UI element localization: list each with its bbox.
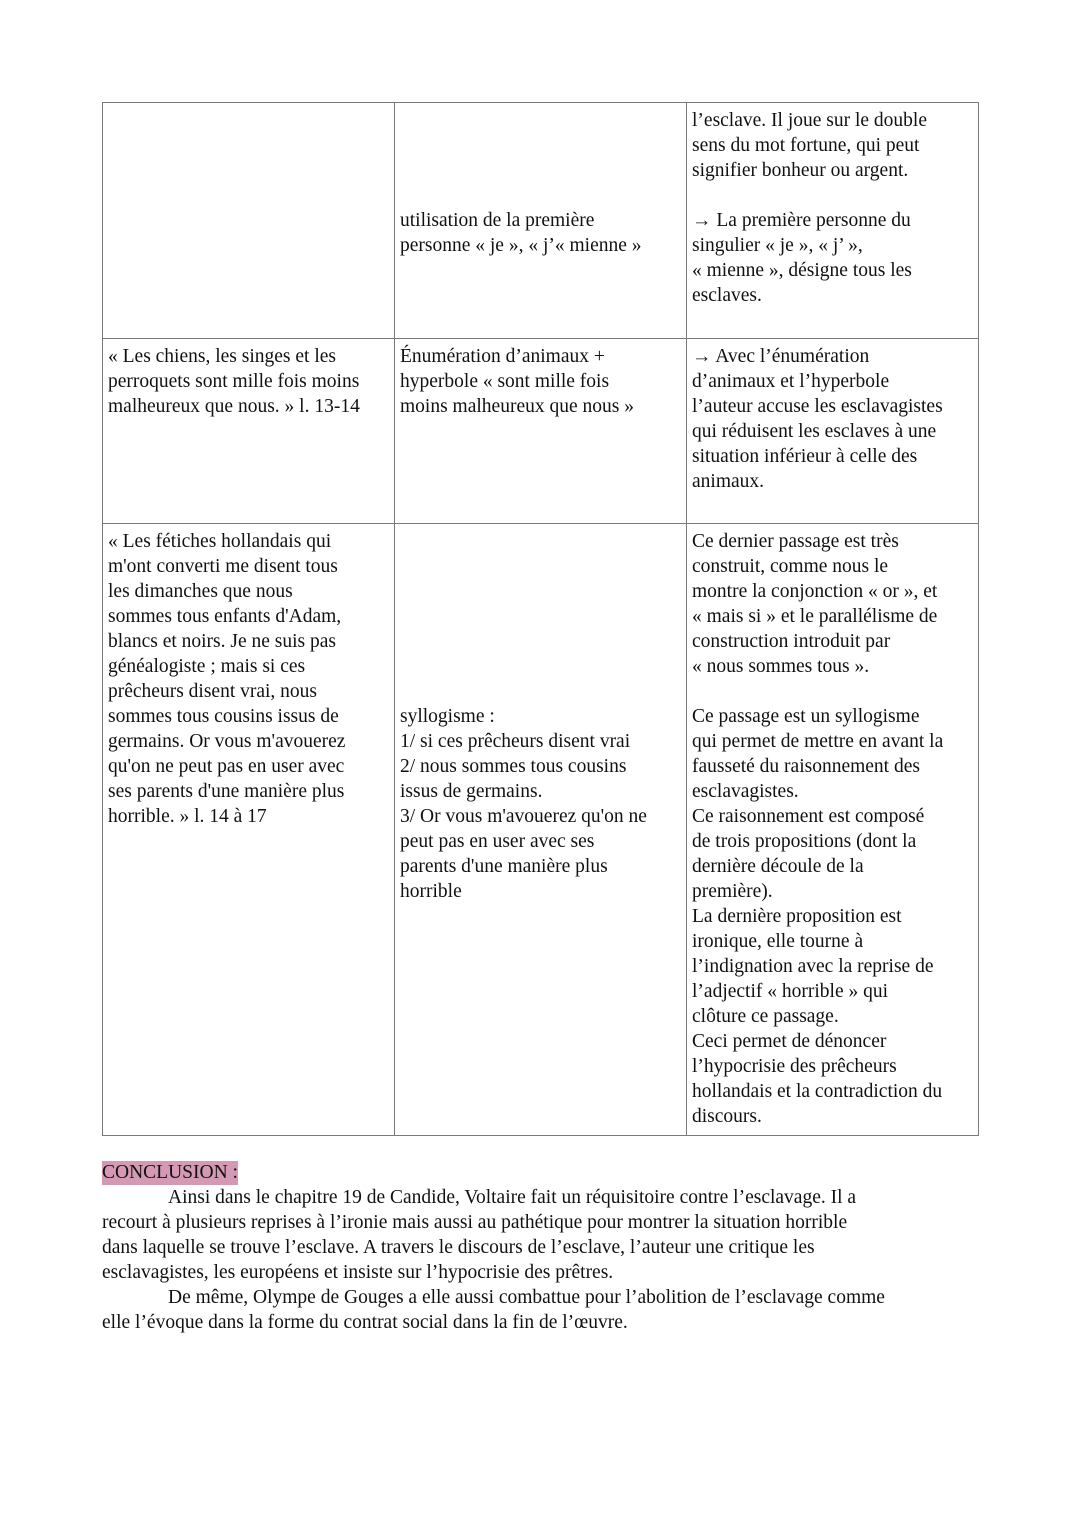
cell-line: prêcheurs disent vrai, nous [108,681,318,702]
cell-line: 3/ Or vous m'avouerez qu'on ne [400,806,647,827]
cell-line: ironique, elle tourne à [692,931,864,952]
cell-line: construit, comme nous le [692,556,889,577]
conclusion-line: esclavagistes, les européens et insiste sur l’hypocrisie des prêtres. [102,1262,614,1283]
procede-cell [395,339,687,524]
conclusion-line: De même, Olympe de Gouges a elle aussi combattue pour l’abolition de l’esclavage comme [168,1287,885,1308]
cell-line: Ceci permet de dénoncer [692,1031,887,1052]
cell-line: Énumération d’animaux + [400,346,605,367]
citation-cell [103,524,395,1136]
cell-line [692,679,973,704]
cell-line: « mienne », désigne tous les [692,260,912,281]
cell-line: de trois propositions (dont la [692,831,917,852]
cell-line: « Les chiens, les singes et les [108,346,336,367]
conclusion-line: Ainsi dans le chapitre 19 de Candide, Voltaire fait un réquisitoire contre l’esclavage. Il a [168,1187,857,1208]
cell-line: parents d'une manière plus [400,856,608,877]
cell-line: blancs et noirs. Je ne suis pas [108,631,337,652]
citation-cell [103,103,395,339]
table-row [103,339,979,524]
conclusion-line: dans laquelle se trouve l’esclave. A travers le discours de l’esclave, l’auteur une critique les [102,1237,815,1258]
conclusion-body [102,1185,982,1335]
cell-line: germains. Or vous m'avouerez [108,731,346,752]
table-row [103,103,979,339]
cell-line: horrible [400,881,462,902]
cell-line: m'ont converti me disent tous [108,556,338,577]
cell-line: horrible. » l. 14 à 17 [108,806,267,827]
cell-line: montre la conjonction « or », et [692,581,938,602]
cell-line: peut pas en user avec ses [400,831,595,852]
cell-line: l’adjectif « horrible » qui [692,981,889,1002]
cell-line: situation inférieur à celle des [692,446,918,467]
citation-cell [103,339,395,524]
cell-line [692,183,973,208]
cell-line: d’animaux et l’hyperbole [692,371,890,392]
cell-line: « nous sommes tous ». [692,656,870,677]
cell-line: construction introduit par [692,631,891,652]
procede-cell [395,103,687,339]
cell-line: esclavagistes. [692,781,799,802]
cell-line: généalogiste ; mais si ces [108,656,306,677]
cell-line: utilisation de la première [400,210,595,231]
cell-line: l’auteur accuse les esclavagistes [692,396,943,417]
cell-line: hollandais et la contradiction du [692,1081,943,1102]
table-row [103,524,979,1136]
cell-line: moins malheureux que nous » [400,396,634,417]
cell-line: sommes tous enfants d'Adam, [108,606,342,627]
cell-line: 1/ si ces prêcheurs disent vrai [400,731,631,752]
cell-line: signifier bonheur ou argent. [692,160,909,181]
cell-line: discours. [692,1106,762,1127]
cell-line: syllogisme : [400,706,495,727]
cell-line: → Avec l’énumération [692,346,870,367]
cell-line: animaux. [692,471,765,492]
analyse-cell [687,103,979,339]
cell-line: sens du mot fortune, qui peut [692,135,920,156]
cell-line: fausseté du raisonnement des [692,756,920,777]
cell-line: qui réduisent les esclaves à une [692,421,937,442]
analyse-cell [687,524,979,1136]
conclusion-section [102,1160,982,1335]
cell-line: → La première personne du [692,210,911,231]
cell-line: sommes tous cousins issus de [108,706,339,727]
conclusion-heading: CONCLUSION : [102,1162,238,1183]
cell-line: « mais si » et le parallélisme de [692,606,938,627]
cell-line: issus de germains. [400,781,543,802]
cell-line: singulier « je », « j’ », [692,235,863,256]
cell-line: dernière découle de la [692,856,864,877]
cell-line: première). [692,881,773,902]
analysis-table [102,102,979,1136]
cell-line: ses parents d'une manière plus [108,781,345,802]
cell-line: « Les fétiches hollandais qui [108,531,332,552]
analyse-cell [687,339,979,524]
cell-line: l’esclave. Il joue sur le double [692,110,927,131]
conclusion-line: elle l’évoque dans la forme du contrat social dans la fin de l’œuvre. [102,1312,628,1333]
cell-line: malheureux que nous. » l. 13-14 [108,396,360,417]
cell-line: Ce dernier passage est très [692,531,899,552]
cell-line: 2/ nous sommes tous cousins [400,756,627,777]
cell-line: hyperbole « sont mille fois [400,371,610,392]
cell-line: les dimanches que nous [108,581,293,602]
cell-line: l’hypocrisie des prêcheurs [692,1056,897,1077]
cell-line: l’indignation avec la reprise de [692,956,934,977]
cell-line: perroquets sont mille fois moins [108,371,360,392]
procede-cell [395,524,687,1136]
cell-line: La dernière proposition est [692,906,902,927]
cell-line: qui permet de mettre en avant la [692,731,944,752]
cell-line: clôture ce passage. [692,1006,839,1027]
cell-line: Ce raisonnement est composé [692,806,925,827]
cell-line: esclaves. [692,285,762,306]
conclusion-line: recourt à plusieurs reprises à l’ironie mais aussi au pathétique pour montrer la situation horrible [102,1212,848,1233]
cell-line: Ce passage est un syllogisme [692,706,920,727]
cell-line: qu'on ne peut pas en user avec [108,756,345,777]
cell-line: personne « je », « j’« mienne » [400,235,642,256]
